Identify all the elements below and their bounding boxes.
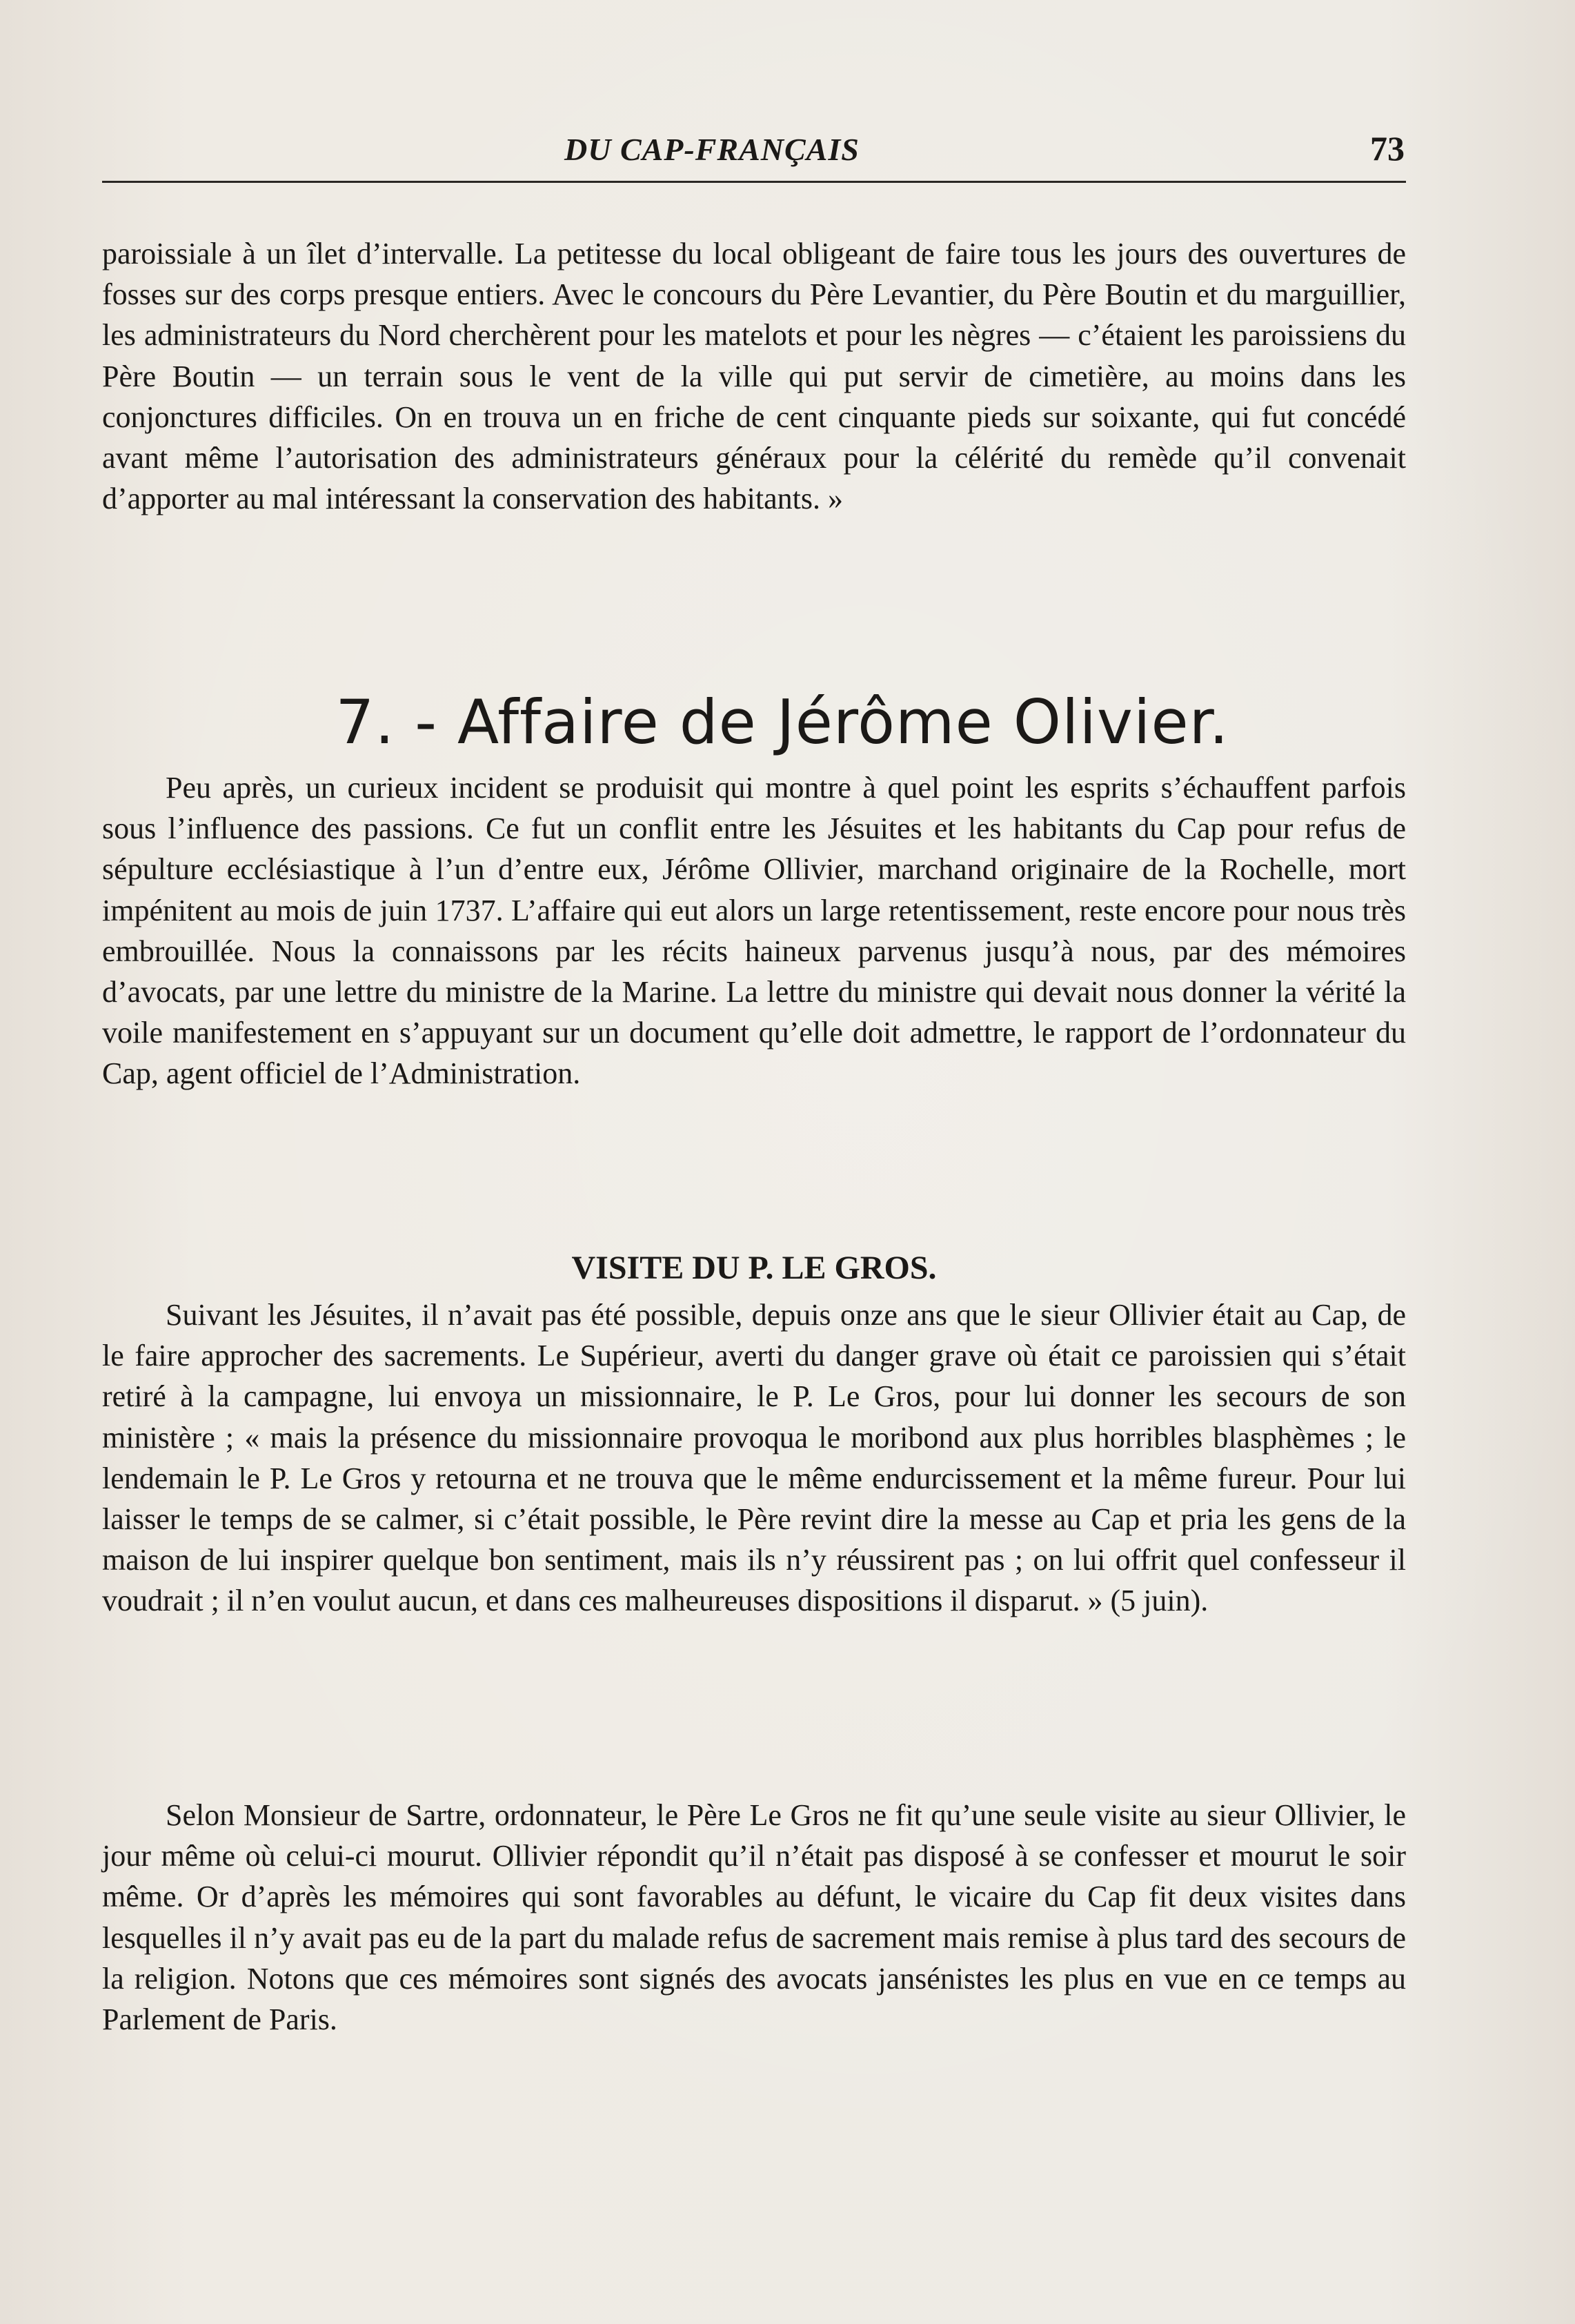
subheading: VISITE DU P. LE GROS. [571,1250,937,1286]
paragraph-jesuit-account: Suivant les Jésuites, il n’avait pas été possible, depuis onze ans que le sieur Ollivier était au Cap, de le faire approcher des sacrements. Le Supérieur, averti du danger grave où était ce paroissien qui s’était retiré à la campagne, lui envoya un missionnaire, le P. Le Gros, pour lui donner les secours de son ministère ; « mais la présence du missionnaire provoqua le moribond aux plus horribles blasphèmes ; le lendemain le P. Le Gros y retourna et ne trouva que le même endurcissement et la même fureur. Pour lui laisser le temps de se calmer, si c’était possible, le Père revint dire la messe au Cap et pria les gens de la maison de lui inspirer quelque bon sentiment, mais ils n’y réussirent pas ; on lui offrit quel confesseur il voudrait ; il n’en voulut aucun, et dans ces malheureuses dispositions il disparut. » (5 juin). [102,1298,1406,1618]
running-header [102,119,1406,183]
page-number: 73 [1370,129,1405,168]
paragraph-cemetery: paroissiale à un îlet d’intervalle. La petitesse du local obligeant de faire tous les jours des ouvertures de fosses sur des corps presque entiers. Avec le concours du Père Levantier, du Père Boutin et du marguillier, les administrateurs du Nord cherchèrent pour les matelots et pour les nègres — c’étaient les paroissiens du Père Boutin — un terrain sous le vent de la ville qui put servir de cimetière, au moins dans les conjonctures difficiles. On en trouva un en friche de cent cinquante pieds sur soixante, qui fut concédé avant même l’autorisation des administrateurs généraux pour la célérité du remède qu’il convenait d’apporter au mal intéressant la conservation des habitants. » [102,237,1406,516]
paragraph-sartre-account: Selon Monsieur de Sartre, ordonnateur, le Père Le Gros ne fit qu’une seule visite au sieur Ollivier, le jour même où celui-ci mourut. Ollivier répondit qu’il n’était pas disposé à se confesser et mourut le soir même. Or d’après les mémoires qui sont favorables au défunt, le vicaire du Cap fit deux visites dans lesquelles il n’y avait pas eu de la part du malade refus de sacrement mais remise à plus tard des secours de la religion. Notons que ces mémoires sont signés des avocats jansénistes les plus en vue en ce temps au Parlement de Paris. [102,1798,1406,2037]
paragraph-affair-intro: Peu après, un curieux incident se produisit qui montre à quel point les esprits s’échauffent parfois sous l’influence des passions. Ce fut un conflit entre les Jésuites et les habitants du Cap pour refus de sépulture ecclésiastique à l’un d’entre eux, Jérôme Ollivier, marchand originaire de la Rochelle, mort impénitent au mois de juin 1737. L’affaire qui eut alors un large retentissement, reste encore pour nous très embrouillée. Nous la connaissons par les récits haineux parvenus jusqu’à nous, par des mémoires d’avocats, par une lettre du ministre de la Marine. La lettre du ministre qui devait nous donner la vérité la voile manifestement en s’appuyant sur un document qu’elle doit admettre, le rapport de l’ordonnateur du Cap, agent officiel de l’Administration. [102,771,1406,1091]
section-title: 7. - Affaire de Jérôme Olivier. [335,687,1229,758]
running-header-title: DU CAP-FRANÇAIS [564,132,860,167]
